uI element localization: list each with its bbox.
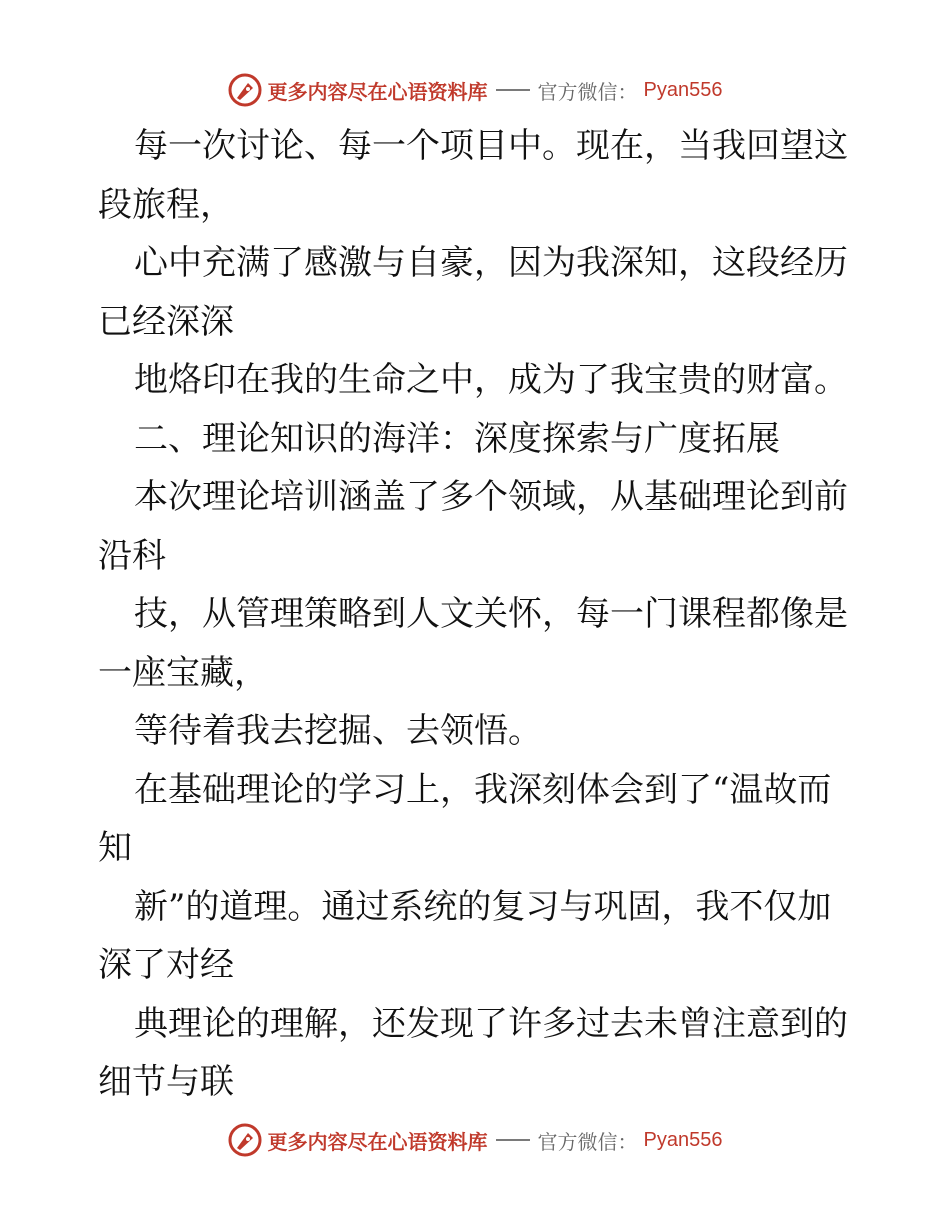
header-official-label: 官方微信： (537, 79, 638, 104)
paragraph-line: 技，从管理策略到人文关怀，每一门课程都像是 (134, 594, 848, 634)
footer-official-label: 官方微信： (537, 1129, 638, 1154)
document-body (98, 117, 858, 1112)
paragraph-line: 地烙印在我的生命之中，成为了我宝贵的财富。 (134, 360, 848, 400)
paragraph-line: 二、理论知识的海洋：深度探索与广度拓展 (134, 418, 780, 459)
paragraph-line: 本次理论培训涵盖了多个领域，从基础理论到前 (134, 477, 848, 517)
paragraph-line: 一座宝藏， (98, 652, 268, 693)
header-handle: Pyan556 (643, 78, 723, 101)
paragraph-line: 心中充满了感激与自豪，因为我深知，这段经历 (134, 243, 848, 283)
paragraph-line: 每一次讨论、每一个项目中。现在，当我回望这 (134, 126, 848, 166)
pen-nib-logo-icon (228, 1123, 262, 1157)
footer-banner-text: 更多内容尽在心语资料库 (267, 1129, 488, 1154)
pen-nib-logo-icon (228, 73, 262, 107)
paragraph-line: 沿科 (98, 535, 166, 576)
paragraph-line: 已经深深 (98, 301, 234, 342)
footer-handle: Pyan556 (643, 1128, 723, 1151)
paragraph-line: 在基础理论的学习上，我深刻体会到了“温故而 (134, 769, 832, 810)
header-banner (0, 70, 950, 110)
paragraph-line: 等待着我去挖掘、去领悟。 (134, 711, 542, 751)
paragraph-line: 新”的道理。通过系统的复习与巩固，我不仅加 (134, 886, 832, 927)
header-banner-dash (496, 89, 530, 91)
paragraph-line: 段旅程， (98, 184, 234, 225)
paragraph-line: 知 (98, 828, 132, 868)
footer-banner (0, 1120, 950, 1160)
paragraph-line: 深了对经 (98, 945, 234, 985)
footer-banner-dash (496, 1139, 530, 1141)
paragraph-line: 典理论的理解，还发现了许多过去未曾注意到的 (134, 1003, 848, 1044)
paragraph-line: 细节与联 (98, 1062, 234, 1102)
header-banner-text: 更多内容尽在心语资料库 (267, 79, 488, 104)
